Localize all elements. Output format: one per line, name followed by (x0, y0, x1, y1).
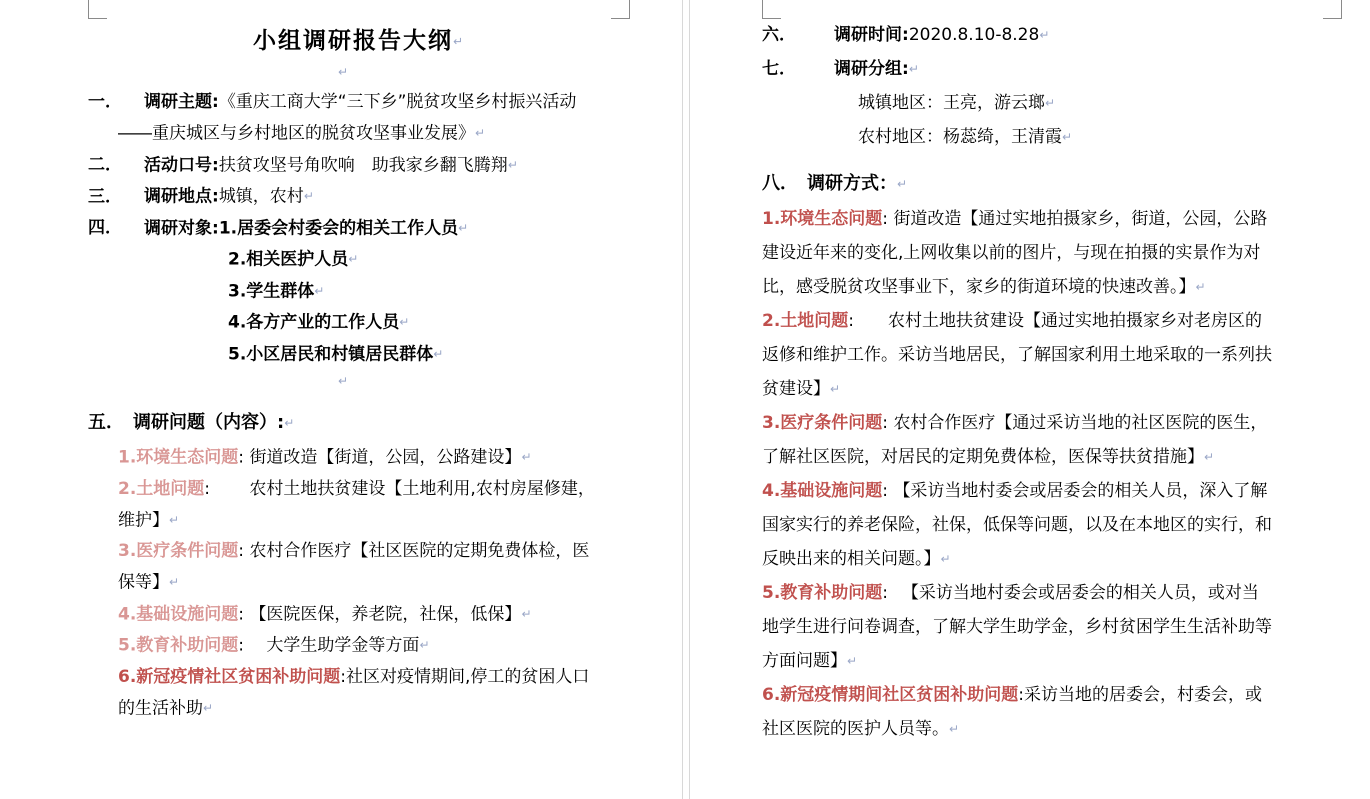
blank-paragraph (88, 61, 630, 87)
outline-text: 1.居委会村委会的相关工作人员 (218, 218, 459, 238)
question-text: 农村土地扶贫建设【土地利用,农村房屋修建， (215, 478, 595, 499)
pilcrow-icon: ↵ (1062, 130, 1073, 144)
method-sep: : (1018, 685, 1025, 705)
crop-mark-top-right (611, 0, 630, 19)
pilcrow-icon: ↵ (203, 700, 214, 715)
method-item-1-line3 (762, 270, 1310, 304)
question-sep: : (204, 478, 216, 499)
pilcrow-icon: ↵ (303, 189, 314, 203)
pilcrow-icon: ↵ (830, 382, 841, 396)
outline-number: 一． (88, 92, 122, 112)
pilcrow-icon: ↵ (908, 62, 919, 76)
outline-label: 调研对象: (144, 218, 219, 238)
method-item-3-line2 (762, 440, 1310, 474)
method-item-6 (762, 678, 1310, 712)
outline-text: 2020.8.10-8.28 (908, 25, 1040, 45)
method-text: 返修和维护工作。采访当地居民，了解国家利用土地采取的一系列扶 (762, 345, 1272, 365)
method-sep: : (882, 413, 894, 433)
method-item-4-line2 (762, 508, 1310, 542)
pilcrow-icon: ↵ (433, 346, 444, 361)
question-sep: : (238, 541, 250, 561)
method-item-5 (762, 576, 1310, 610)
method-text: 反映出来的相关问题。】 (762, 549, 941, 569)
method-item-4 (762, 474, 1310, 508)
outline-number: 三． (88, 186, 122, 207)
group-text: 农村地区：杨蕊绮，王清霞 (858, 127, 1062, 147)
outline-label: 活动口号: (144, 155, 219, 175)
method-label: 5.教育补助问题 (762, 583, 883, 603)
outline-number: 六． (762, 25, 796, 45)
pilcrow-icon: ↵ (897, 177, 908, 191)
pilcrow-icon: ↵ (169, 512, 180, 527)
pilcrow-icon: ↵ (1204, 450, 1215, 464)
question-label: 6.新冠疫情社区贫困补助问题 (118, 666, 341, 687)
section-heading-eight (762, 166, 1310, 202)
question-item-4 (88, 599, 630, 631)
pilcrow-icon: ↵ (458, 220, 469, 235)
question-text-cont: 维护】 (118, 510, 169, 530)
question-label: 5.教育补助问题 (118, 635, 239, 656)
method-text: 农村土地扶贫建设【通过实地拍摄家乡对老房区的 (854, 311, 1263, 331)
question-item-2-cont (88, 505, 630, 537)
sub-item-text: 3.学生群体 (228, 281, 315, 301)
pilcrow-icon: ↵ (521, 606, 532, 621)
question-text-cont: 的生活补助 (118, 698, 203, 718)
question-text: 街道改造【街道，公园，公路建设】 (249, 447, 522, 468)
pilcrow-icon: ↵ (348, 252, 359, 266)
question-text: 农村合作医疗【社区医院的定期免费体检，医 (249, 541, 590, 561)
page-title (88, 22, 630, 55)
outline-item-6 (762, 18, 1310, 52)
outline-label: 调研时间: (834, 25, 909, 45)
method-text: 地学生进行问卷调查，了解大学生助学金，乡村贫困学生生活补助等 (762, 617, 1272, 637)
method-item-1 (762, 202, 1310, 236)
pilcrow-icon: ↵ (338, 64, 349, 79)
crop-mark-top-left (762, 0, 781, 19)
method-text: 农村合作医疗【通过采访当地的社区医院的医生， (893, 413, 1268, 433)
question-item-6-cont (88, 693, 630, 725)
outline-item-4-sub-4 (88, 339, 630, 371)
method-text: 【采访当地村委会或居委会的相关人员，深入了解 (893, 481, 1268, 501)
crop-mark-top-right (1323, 0, 1342, 19)
method-text: 了解社区医院，对居民的定期免费体检，医保等扶贫措施】 (762, 447, 1204, 467)
outline-number: 四． (88, 218, 122, 238)
sub-item-text: 5.小区居民和村镇居民群体 (228, 344, 434, 364)
page-gutter (682, 0, 690, 799)
pilcrow-icon: ↵ (940, 552, 951, 566)
method-item-1-line2 (762, 236, 1310, 270)
method-item-4-line3 (762, 542, 1310, 576)
section-heading-five (88, 406, 630, 440)
section-heading-text: 五． 调研问题（内容）: (88, 412, 285, 433)
method-text: 建设近年来的变化,上网收集以前的图片，与现在拍摄的实景作为对 (762, 243, 1261, 263)
question-sep: : (238, 447, 250, 468)
pilcrow-icon: ↵ (521, 450, 532, 464)
question-sep: : (340, 666, 347, 687)
group-item-rural (762, 120, 1310, 154)
method-label: 6.新冠疫情期间社区贫困补助问题 (762, 685, 1019, 705)
method-text: 比，感受脱贫攻坚事业下，家乡的街道环境的快速改善。】 (762, 277, 1196, 297)
method-text: 方面问题】 (762, 651, 847, 671)
outline-text: 扶贫攻坚号角吹响 助我家乡翻飞腾翔 (218, 155, 508, 175)
pilcrow-icon: ↵ (314, 283, 325, 298)
question-item-2 (88, 474, 630, 505)
method-sep: : (848, 311, 855, 331)
page-title-text: 小组调研报告大纲 (252, 28, 453, 54)
outline-label: 调研主题: (144, 92, 219, 112)
pilcrow-icon: ↵ (1195, 280, 1206, 294)
outline-item-1-cont (88, 118, 630, 150)
question-item-3 (88, 536, 630, 567)
question-item-5 (88, 630, 630, 662)
outline-text-cont: ――重庆城区与乡村地区的脱贫攻坚事业发展》 (118, 123, 475, 144)
pilcrow-icon: ↵ (452, 34, 466, 49)
question-text: 社区对疫情期间,停工的贫困人口 (346, 666, 590, 687)
method-item-5-line2 (762, 610, 1310, 644)
pilcrow-icon: ↵ (507, 157, 518, 172)
pilcrow-icon: ↵ (399, 315, 410, 329)
group-item-urban (762, 86, 1310, 120)
question-sep: : (238, 635, 250, 656)
question-item-3-cont (88, 567, 630, 599)
sub-item-text: 2.相关医护人员 (228, 249, 349, 270)
method-sep: : (882, 583, 894, 603)
question-item-6 (88, 662, 630, 693)
outline-number: 二． (88, 155, 122, 175)
question-text-cont: 保等】 (118, 572, 169, 593)
method-text: 国家实行的养老保险，社保，低保等问题，以及在本地区的实行，和 (762, 515, 1272, 535)
blank-paragraph-2 (88, 370, 630, 396)
method-sep: : (882, 209, 894, 229)
question-label: 3.医疗条件问题 (118, 541, 239, 561)
question-label: 2.土地问题 (118, 478, 205, 499)
method-label: 1.环境生态问题 (762, 209, 883, 229)
method-label: 3.医疗条件问题 (762, 413, 883, 433)
method-sep: : (882, 481, 894, 501)
method-item-2-line3 (762, 372, 1310, 406)
outline-number: 七． (762, 59, 796, 79)
outline-item-1 (88, 87, 630, 118)
method-text: 【采访当地村委会或居委会的相关人员，或对当 (893, 583, 1259, 603)
method-text: 社区医院的医护人员等。 (762, 719, 949, 739)
outline-item-3 (88, 181, 630, 213)
group-text: 城镇地区：王亮，游云瑯 (858, 93, 1045, 113)
method-text: 采访当地的居委会，村委会，或 (1024, 685, 1263, 705)
method-item-6-line2 (762, 712, 1310, 746)
pilcrow-icon: ↵ (419, 638, 430, 652)
method-text: 街道改造【通过实地拍摄家乡，街道，公园，公路 (893, 209, 1268, 229)
method-label: 2.土地问题 (762, 311, 849, 331)
section-heading-text: 八． 调研方式： (762, 173, 897, 194)
pilcrow-icon: ↵ (847, 654, 858, 668)
outline-label: 调研分组: (834, 59, 909, 79)
page-left (0, 0, 682, 799)
pilcrow-icon: ↵ (475, 126, 486, 140)
outline-text: 《重庆工商大学“三下乡”脱贫攻坚乡村振兴活动 (218, 92, 577, 112)
pilcrow-icon: ↵ (284, 416, 295, 430)
outline-text: 城镇，农村 (218, 186, 304, 207)
outline-item-4-sub-3 (88, 307, 630, 339)
sub-item-text: 4.各方产业的工作人员 (228, 312, 400, 333)
question-label: 1.环境生态问题 (118, 447, 239, 468)
outline-label: 调研地点: (144, 186, 219, 207)
method-label: 4.基础设施问题 (762, 481, 883, 501)
question-item-1 (88, 442, 630, 474)
outline-item-4 (88, 213, 630, 245)
method-item-2 (762, 304, 1310, 338)
method-text: 贫建设】 (762, 379, 830, 399)
pilcrow-icon: ↵ (1039, 28, 1050, 42)
question-text: 【医院医保，养老院，社保，低保】 (249, 604, 522, 624)
page-right (690, 0, 1370, 799)
method-item-5-line3 (762, 644, 1310, 678)
question-sep: : (238, 604, 250, 624)
question-label: 4.基础设施问题 (118, 604, 239, 624)
question-text: 大学生助学金等方面 (249, 635, 420, 656)
method-item-3 (762, 406, 1310, 440)
outline-item-7 (762, 52, 1310, 86)
pilcrow-icon: ↵ (338, 373, 349, 388)
pilcrow-icon: ↵ (949, 722, 960, 736)
pilcrow-icon: ↵ (1045, 96, 1056, 110)
pilcrow-icon: ↵ (169, 575, 180, 589)
method-item-2-line2 (762, 338, 1310, 372)
outline-item-4-sub-1 (88, 244, 630, 276)
outline-item-2 (88, 150, 630, 182)
crop-mark-top-left (88, 0, 107, 19)
outline-item-4-sub-2 (88, 276, 630, 308)
